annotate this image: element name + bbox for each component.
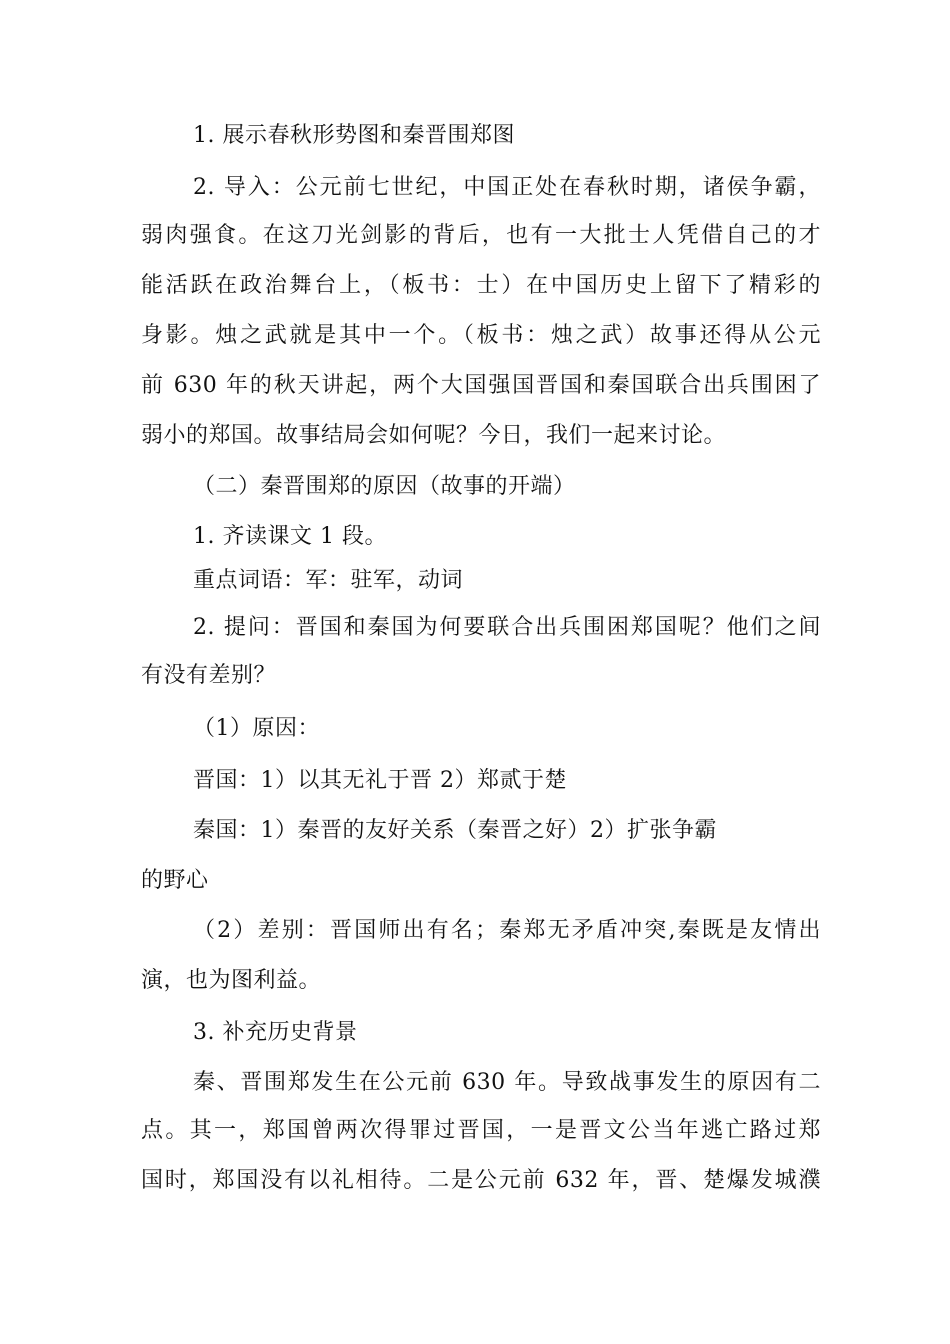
list-item-read-aloud: 1. 齐读课文 1 段。 (193, 524, 387, 549)
reasons-heading: （1）原因： (193, 716, 320, 741)
paragraph-intro-line-6: 弱小的郑国。故事结局会如何呢？今日，我们一起来讨论。 (141, 423, 727, 448)
difference-line-1: （2）差别：晋国师出有名；秦郑无矛盾冲突,秦既是友情出 (193, 918, 821, 943)
difference-line-2: 演，也为图利益。 (141, 968, 322, 993)
paragraph-intro-line-2: 弱肉强食。在这刀光剑影的背后，也有一大批士人凭借自己的才 (141, 223, 821, 248)
paragraph-intro-line-5: 前 630 年的秋天讲起，两个大国强国晋国和秦国联合出兵围困了 (141, 373, 821, 398)
section-heading: （二）秦晋围郑的原因（故事的开端） (193, 474, 576, 499)
paragraph-intro-line-4: 身影。烛之武就是其中一个。（板书：烛之武）故事还得从公元 (141, 323, 821, 348)
question-line-2: 有没有差别？ (141, 663, 277, 688)
reason-jin: 晋国：1）以其无礼于晋 2）郑贰于楚 (193, 768, 567, 793)
list-item-show-maps: 1. 展示春秋形势图和秦晋围郑图 (193, 123, 515, 148)
question-line-1: 2. 提问：晋国和秦国为何要联合出兵围困郑国呢？他们之间 (193, 615, 821, 640)
paragraph-intro-line-1: 2. 导入：公元前七世纪，中国正处在春秋时期，诸侯争霸， (193, 175, 821, 200)
background-line-2: 点。其一，郑国曾两次得罪过晋国，一是晋文公当年逃亡路过郑 (141, 1118, 821, 1143)
reason-qin-line-1: 秦国：1）秦晋的友好关系（秦晋之好）2）扩张争霸 (193, 818, 717, 843)
background-line-1: 秦、晋围郑发生在公元前 630 年。导致战事发生的原因有二 (193, 1070, 821, 1095)
paragraph-intro-line-3: 能活跃在政治舞台上，（板书：士）在中国历史上留下了精彩的 (141, 273, 821, 298)
list-item-background: 3. 补充历史背景 (193, 1020, 358, 1045)
background-line-3: 国时，郑国没有以礼相待。二是公元前 632 年，晋、楚爆发城濮 (141, 1168, 821, 1193)
reason-qin-line-2: 的野心 (141, 868, 209, 893)
key-words-line: 重点词语：军：驻军，动词 (193, 568, 464, 593)
